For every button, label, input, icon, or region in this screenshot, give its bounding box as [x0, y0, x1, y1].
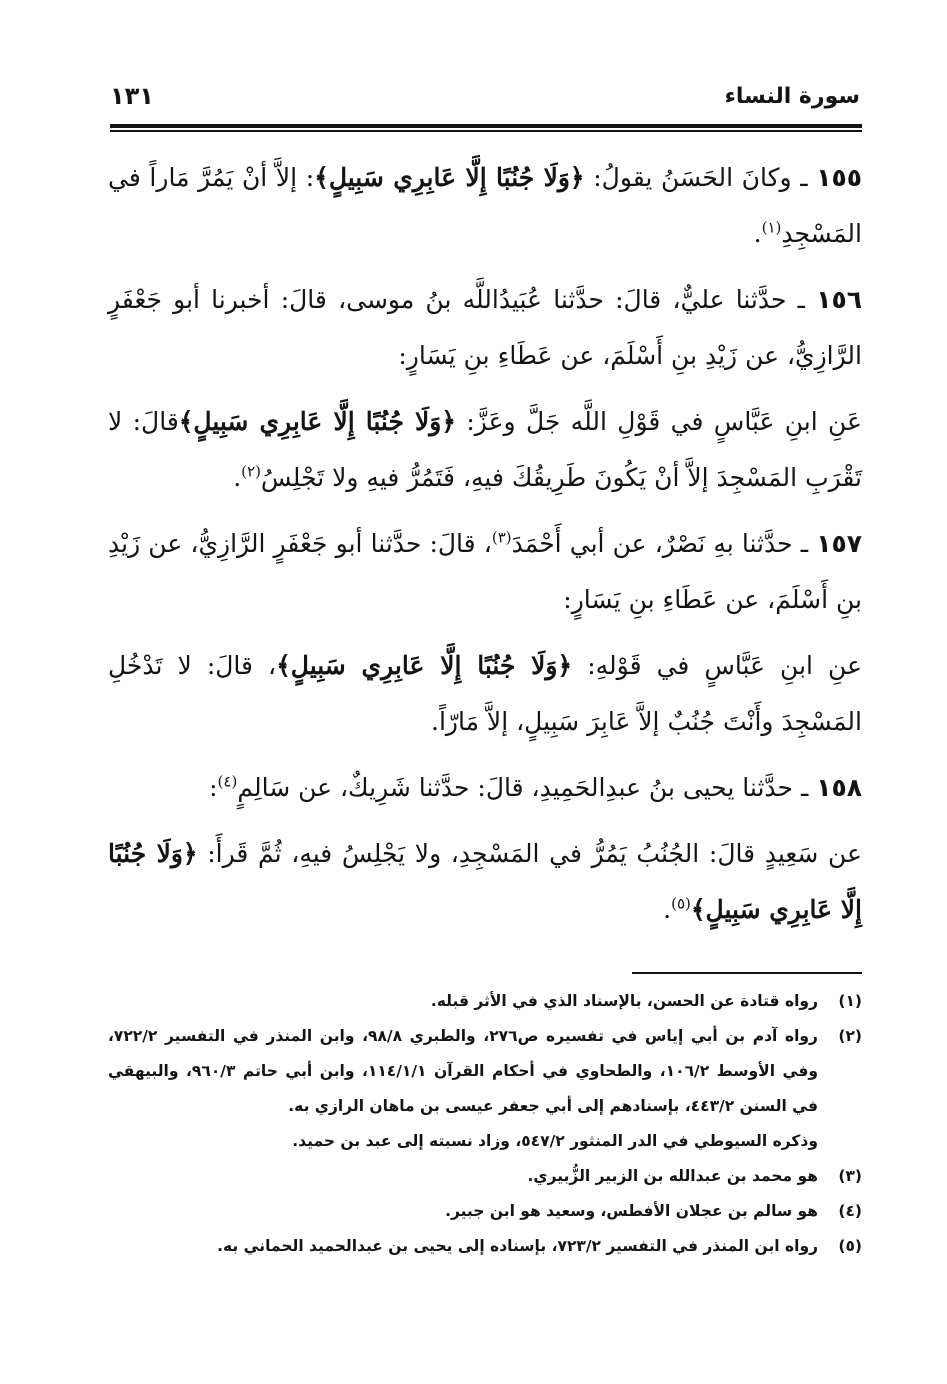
- sentence-end: .: [753, 219, 762, 248]
- footnote-reference[interactable]: (٣): [491, 528, 512, 547]
- footnote-mark: (٥): [838, 1237, 862, 1255]
- quran-verse: ﴿وَلَا جُنُبًا إِلَّا عَابِرِي سَبِيلٍ﴾: [108, 839, 862, 924]
- footnote-text: هو محمد بن عبدالله بن الزبير الزُّبيري.: [527, 1167, 818, 1185]
- footnote-3: [108, 1159, 862, 1194]
- quran-verse: ﴿وَلَا جُنُبًا إِلَّا عَابِرِي سَبِيلٍ﴾: [314, 163, 585, 192]
- narration-text: : إلاَّ أنْ يَمُرَّ مَاراً في المَسْجِدِ: [108, 163, 862, 248]
- footnote-reference[interactable]: (١): [761, 218, 782, 237]
- narration-text: ، قالَ: حدَّثنا أبو جَعْفَرٍ الرَّازِيُّ، عن زَيْدِ بنِ أَسْلَمَ، عن عَطَاءِ بنِ يَسَارٍ:: [108, 529, 862, 614]
- narration-157-matn: [108, 638, 862, 750]
- sentence-end: .: [233, 463, 242, 492]
- narration-text: ـ حدَّثنا بهِ نَصْرٌ، عن أبي أَحْمَدَ: [511, 529, 809, 558]
- narration-158: [108, 760, 862, 816]
- footnote-reference[interactable]: (٤): [217, 772, 238, 791]
- footnote-1: [108, 984, 862, 1019]
- quran-verse: ﴿وَلَا جُنُبًا إِلَّا عَابِرِي سَبِيلٍ﴾: [276, 651, 573, 680]
- footnote-2-continuation: وذكره السيوطي في الدر المنثور ٥٤٧/٢، وزاد نسبته إلى عبد بن حميد.: [292, 1132, 818, 1150]
- footnote-reference[interactable]: (٢): [241, 462, 261, 481]
- narration-text: قالَ: لا تَقْرَبِ المَسْجِدَ إلاَّ أنْ يَكُونَ طَرِيقُكَ فيهِ، فَتَمُرُّ فيهِ ولا تَجْلِسُ: [108, 407, 862, 492]
- narration-text: عَنِ ابنِ عَبَّاسٍ في قَوْلِ اللَّه جَلَّ وعَزَّ:: [456, 407, 862, 436]
- footnote-2: [108, 1019, 862, 1124]
- footnote-mark: (٤): [838, 1202, 862, 1220]
- narration-156: [108, 272, 862, 384]
- footnote-text: هو سالم بن عجلان الأفطس، وسعيد هو ابن جبير.: [445, 1202, 818, 1220]
- narration-text: ، قالَ: لا تَدْخُلِ المَسْجِدَ وأَنْتَ جُنُبٌ إلاَّ عَابِرَ سَبِيلٍ، إلاَّ مَارّاً.: [108, 651, 862, 736]
- narration-number: ١٥٧: [816, 529, 862, 558]
- page-header: [110, 78, 860, 118]
- quran-verse: ﴿وَلَا جُنُبًا إِلَّا عَابِرِي سَبِيلٍ﴾: [178, 407, 457, 436]
- narration-157: [108, 516, 862, 628]
- footnote-5: [108, 1229, 862, 1264]
- narration-text: ـ حدَّثنا عليٌّ، قالَ: حدَّثنا عُبَيدُاللَّه بنُ موسى، قالَ: أخبرنا أبو جَعْفَرٍ الرَّازِيُّ، عن زَيْدِ بنِ أَسْلَمَ، عن عَطَاءِ بنِ يَسَارٍ:: [108, 285, 862, 370]
- surah-name: سورة النساء: [724, 84, 860, 109]
- narration-number: ١٥٦: [816, 285, 862, 314]
- narration-155: [108, 150, 862, 262]
- narration-156-matn: [108, 394, 862, 506]
- footnote-mark: (٢): [838, 1027, 862, 1045]
- footnotes: [108, 984, 862, 1264]
- header-rule: [110, 124, 862, 132]
- footnote-mark: (٣): [838, 1167, 862, 1185]
- footnote-text: رواه ابن المنذر في التفسير ٧٢٣/٢، بإسناده إلى يحيى بن عبدالحميد الحماني به.: [217, 1237, 818, 1255]
- narration-text: :: [209, 773, 218, 802]
- narration-text: ـ حدَّثنا يحيى بنُ عبدِالحَمِيدِ، قالَ: حدَّثنا شَرِيكٌ، عن سَالِمٍ: [237, 773, 809, 802]
- narration-text: عن سَعِيدٍ قالَ: الجُنُبُ يَمُرُّ في المَسْجِدِ، ولا يَجْلِسُ فيهِ، ثُمَّ قَرأَ:: [197, 839, 862, 868]
- narration-158-matn: [108, 826, 862, 938]
- narration-number: ١٥٥: [816, 163, 863, 192]
- footnote-text: رواه آدم بن أبي إياس في تفسيره ص٢٧٦، والطبري ٩٨/٨، وابن المنذر في التفسير ٧٢٢/٢، وفي الأوسط ١٠٦/٢، والطحاوي في أحكام القرآن ١١٤/١/١، وابن أبي حاتم ٩٦٠/٣، والبيهقي في السنن ٤٤٣/٢، بإسنادهم إلى أبي جعفر عيسى بن ماهان الرازي به.: [108, 1027, 818, 1115]
- footnote-mark: (١): [838, 992, 862, 1010]
- footnote-reference[interactable]: (٥): [671, 894, 691, 913]
- footnote-text: رواه قتادة عن الحسن، بالإسناد الذي في الأثر قبله.: [430, 992, 818, 1010]
- page-number: ١٣١: [110, 82, 154, 110]
- footnote-separator: [632, 972, 862, 974]
- narration-text: ـ وكانَ الحَسَنُ يقولُ:: [584, 163, 808, 192]
- narration-number: ١٥٨: [816, 773, 862, 802]
- footnote-4: [108, 1194, 862, 1229]
- narration-text: عنِ ابنِ عَبَّاسٍ في قَوْلهِ:: [572, 651, 862, 680]
- sentence-end: .: [663, 895, 672, 924]
- main-text: [108, 150, 862, 948]
